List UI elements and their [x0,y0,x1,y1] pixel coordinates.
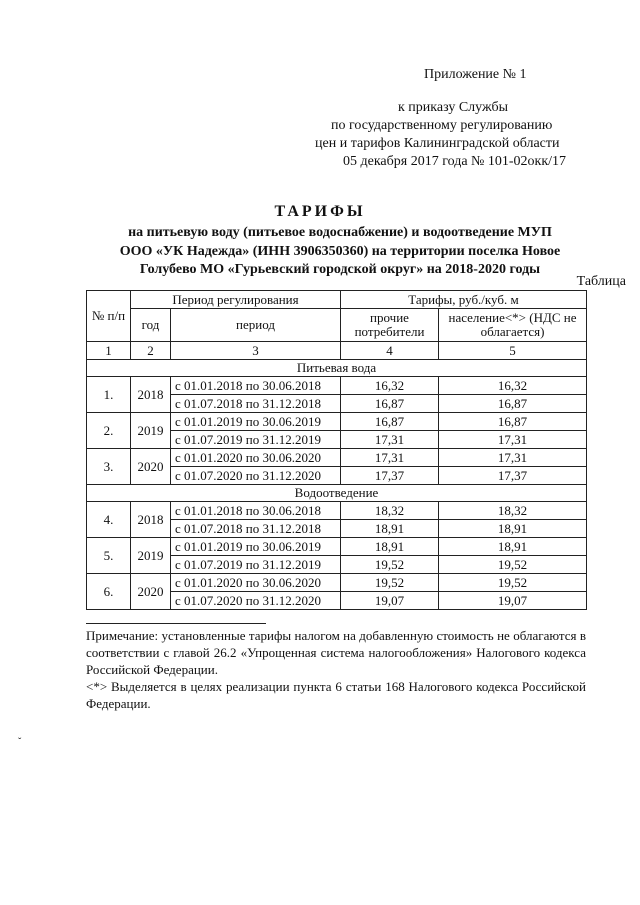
header-year: год [131,309,171,342]
section-row [87,485,587,502]
table-row [87,377,587,395]
cell-other: 19,07 [341,592,439,610]
cell-period: с 01.07.2018 по 31.12.2018 [171,395,341,413]
document-title: ТАРИФЫ [274,203,366,220]
header-period: период [171,309,341,342]
cell-population: 18,32 [439,502,587,520]
cell-population: 16,87 [439,395,587,413]
order-line-3: цен и тарифов Калининградской области [315,136,560,151]
header-num: № п/п [87,291,131,342]
table-row [87,413,587,431]
order-line-2: по государственному регулированию [331,118,553,133]
cell-other: 17,31 [341,449,439,467]
appendix-label: Приложение № 1 [424,67,527,82]
row-year: 2018 [131,377,171,413]
tariff-table [86,290,587,610]
table-row [87,574,587,592]
row-year: 2020 [131,449,171,485]
cell-period: с 01.01.2019 по 30.06.2019 [171,538,341,556]
column-numbers-row [87,342,587,360]
title-line-3: Голубево МО «Гурьевский городской округ» на 2018-2020 годы [139,262,541,277]
header-tariff-group: Тарифы, руб./куб. м [341,291,587,309]
cell-period: с 01.07.2020 по 31.12.2020 [171,467,341,485]
row-number: 4. [87,502,131,538]
cell-other: 17,31 [341,431,439,449]
order-line-1: к приказу Службы [398,100,508,115]
cell-period: с 01.07.2019 по 31.12.2019 [171,556,341,574]
scan-mark: ˇ [18,737,22,748]
cell-period: с 01.01.2020 по 30.06.2020 [171,449,341,467]
cell-period: с 01.01.2018 по 30.06.2018 [171,502,341,520]
title-line-2: ООО «УК Надежда» (ИНН 3906350360) на территории поселка Новое [119,244,561,259]
header-other: прочие потребители [341,309,439,342]
cell-population: 16,32 [439,377,587,395]
col-number: 3 [171,342,341,360]
table-row [87,502,587,520]
row-number: 3. [87,449,131,485]
row-number: 5. [87,538,131,574]
notes-divider [86,623,266,624]
cell-population: 19,52 [439,556,587,574]
section-title: Питьевая вода [87,360,587,377]
section-row [87,360,587,377]
col-number: 4 [341,342,439,360]
cell-other: 19,52 [341,574,439,592]
cell-population: 18,91 [439,520,587,538]
cell-period: с 01.07.2019 по 31.12.2019 [171,431,341,449]
col-number: 5 [439,342,587,360]
row-year: 2019 [131,538,171,574]
col-number: 2 [131,342,171,360]
cell-population: 19,52 [439,574,587,592]
cell-other: 16,32 [341,377,439,395]
title-line-1: на питьевую воду (питьевое водоснабжение) и водоотведение МУП [128,225,552,240]
table-row [87,538,587,556]
header-population: население<*> (НДС не облагается) [439,309,587,342]
cell-other: 18,32 [341,502,439,520]
row-number: 2. [87,413,131,449]
row-year: 2020 [131,574,171,610]
row-year: 2018 [131,502,171,538]
row-number: 1. [87,377,131,413]
header-row-2 [87,309,587,342]
order-line-4: 05 декабря 2017 года № 101-02окк/17 [343,154,567,169]
cell-other: 18,91 [341,538,439,556]
cell-other: 18,91 [341,520,439,538]
row-year: 2019 [131,413,171,449]
cell-population: 17,31 [439,431,587,449]
note-vat: Примечание: установленные тарифы налогом на добавленную стоимость не облагаются в соответствии с главой 26.2 «Упрощенная система налогообложения» Налогового кодекса Российской Федерации. [86,628,586,677]
section-title: Водоотведение [87,485,587,502]
cell-population: 16,87 [439,413,587,431]
header-period-group: Период регулирования [131,291,341,309]
cell-population: 18,91 [439,538,587,556]
cell-other: 19,52 [341,556,439,574]
cell-other: 16,87 [341,395,439,413]
cell-period: с 01.07.2018 по 31.12.2018 [171,520,341,538]
cell-other: 17,37 [341,467,439,485]
table-row [87,449,587,467]
cell-population: 17,37 [439,467,587,485]
col-number: 1 [87,342,131,360]
cell-other: 16,87 [341,413,439,431]
row-number: 6. [87,574,131,610]
cell-period: с 01.01.2020 по 30.06.2020 [171,574,341,592]
cell-period: с 01.01.2019 по 30.06.2019 [171,413,341,431]
header-row-1 [87,291,587,309]
table-caption: Таблица [576,274,626,289]
cell-population: 17,31 [439,449,587,467]
cell-period: с 01.01.2018 по 30.06.2018 [171,377,341,395]
cell-period: с 01.07.2020 по 31.12.2020 [171,592,341,610]
cell-population: 19,07 [439,592,587,610]
note-footnote: <*> Выделяется в целях реализации пункта 6 статьи 168 Налогового кодекса Российской Федерации. [86,679,586,711]
